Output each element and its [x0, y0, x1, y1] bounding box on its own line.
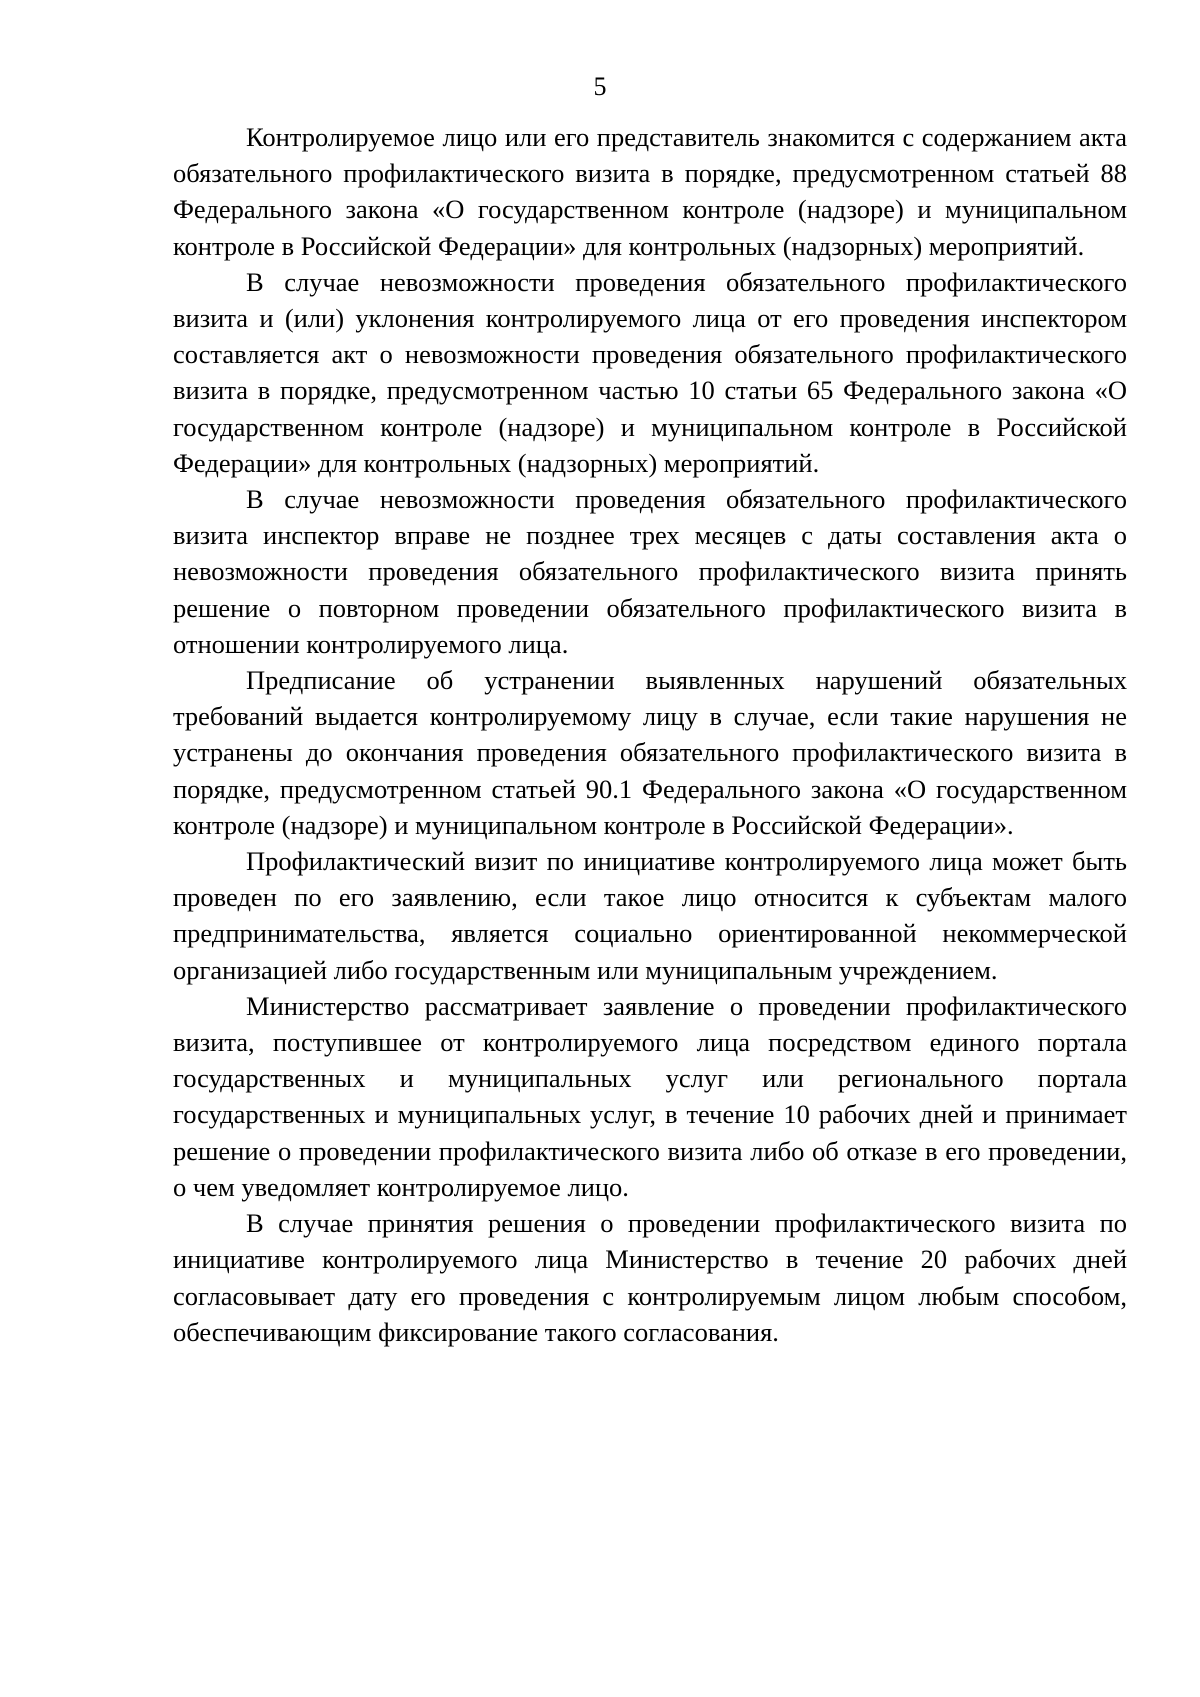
paragraph-acquaintance-with-act: Контролируемое лицо или его представитель знакомится с содержанием акта обязательного профилактического визита в порядке, предусмотренном статьей 88 Федерального закона «О государственном контроле (надзоре) и муниципальном контроле в Российской Федерации» для контрольных (надзорных) мероприятий. — [173, 122, 1127, 261]
paragraph-impossibility-act: В случае невозможности проведения обязательного профилактического визита и (или) уклонения контролируемого лица от его проведения инспектором составляется акт о невозможности проведения обязательного профилактического визита в порядке, предусмотренном частью 10 статьи 65 Федерального закона «О государственном контроле (надзоре) и муниципальном контроле в Российской Федерации» для контрольных (надзорных) мероприятий. — [173, 266, 1127, 478]
paragraph-date-agreement: В случае принятия решения о проведении профилактического визита по инициативе контролируемого лица Министерство в течение 20 рабочих дней согласовывает дату его проведения с контролируемым лицом любым способом, обеспечивающим фиксирование такого согласования. — [173, 1208, 1127, 1347]
document-body — [173, 119, 1127, 1350]
paragraph-visit-on-initiative: Профилактический визит по инициативе контролируемого лица может быть проведен по его заявлению, если такое лицо относится к субъектам малого предпринимательства, является социально ориентированной некоммерческой организацией либо государственным или муниципальным учреждением. — [173, 846, 1127, 985]
paragraph-ministry-review: Министерство рассматривает заявление о проведении профилактического визита, поступившее от контролируемого лица посредством единого портала государственных и муниципальных услуг или регионального портала государственных и муниципальных услуг, в течение 10 рабочих дней и принимает решение о проведении профилактического визита либо об отказе в его проведении, о чем уведомляет контролируемое лицо. — [173, 990, 1127, 1202]
page-number: 5 — [593, 72, 607, 101]
paragraph-prescription: Предписание об устранении выявленных нарушений обязательных требований выдается контролируемому лицу в случае, если такие нарушения не устранены до окончания проведения обязательного профилактического визита в порядке, предусмотренном статьей 90.1 Федерального закона «О государственном контроле (надзоре) и муниципальном контроле в Российской Федерации». — [173, 665, 1127, 840]
paragraph-repeat-visit-decision: В случае невозможности проведения обязательного профилактического визита инспектор вправе не позднее трех месяцев с даты составления акта о невозможности проведения обязательного профилактического визита принять решение о повторном проведении обязательного профилактического визита в отношении контролируемого лица. — [173, 484, 1127, 659]
